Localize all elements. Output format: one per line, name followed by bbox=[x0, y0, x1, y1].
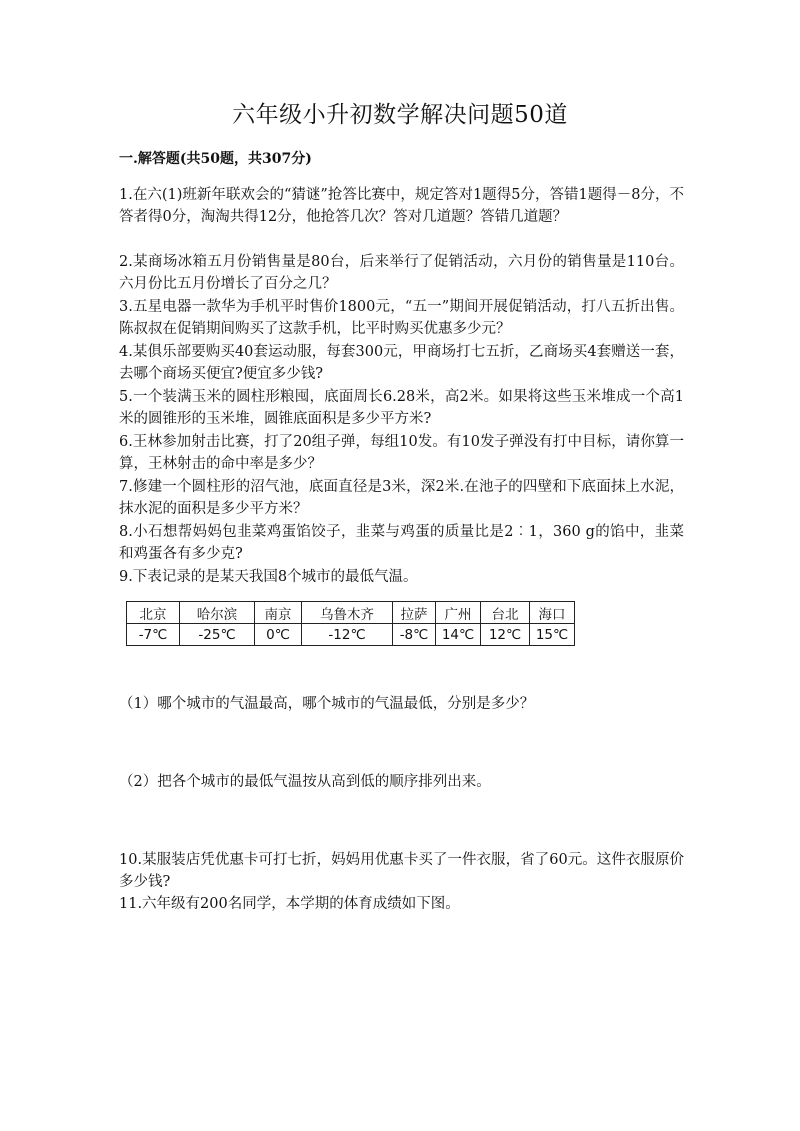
table-cell-city: 拉萨 bbox=[393, 602, 436, 624]
table-cell-city: 哈尔滨 bbox=[180, 602, 255, 624]
question-10: 10.某服装店凭优惠卡可打七折，妈妈用优惠卡买了一件衣服，省了60元。这件衣服原价多少钱? bbox=[119, 852, 684, 891]
page-title: 六年级小升初数学解决问题50道 bbox=[232, 102, 568, 128]
question-5: 5.一个装满玉米的圆柱形粮囤，底面周长6.28米，高2米。如果将这些玉米堆成一个高1米的圆锥形的玉米堆，圆锥底面积是多少平方米? bbox=[119, 389, 684, 428]
question-3: 3.五星电器一款华为手机平时售价1800元，“五一”期间开展促销活动，打八五折出售。陈叔叔在促销期间购买了这款手机，比平时购买优惠多少元？ bbox=[119, 299, 684, 338]
table-cell-temperature: -25℃ bbox=[180, 624, 255, 646]
question-4: 4.某俱乐部要购买40套运动服，每套300元，甲商场打七五折，乙商场买4套赠送一套，去哪个商场买便宜?便宜多少钱? bbox=[119, 344, 684, 383]
question-1: 1.在六(1)班新年联欢会的“猜谜”抢答比赛中，规定答对1题得5分，答错1题得－8分，不答者得0分，淘淘共得12分，他抢答几次？答对几道题？答错几道题？ bbox=[119, 187, 684, 226]
table-cell-city: 乌鲁木齐 bbox=[302, 602, 393, 624]
table-cell-temperature: -12℃ bbox=[302, 624, 393, 646]
table-cell-city: 北京 bbox=[127, 602, 180, 624]
question-9: 9.下表记录的是某天我国8个城市的最低气温。 bbox=[119, 569, 418, 585]
table-cell-city: 广州 bbox=[436, 602, 481, 624]
table-cell-temperature: -7℃ bbox=[127, 624, 180, 646]
table-cell-temperature: 0℃ bbox=[255, 624, 302, 646]
temperature-table bbox=[126, 601, 575, 646]
table-cell-temperature: 12℃ bbox=[481, 624, 530, 646]
question-2: 2.某商场冰箱五月份销售量是80台，后来举行了促销活动，六月份的销售量是110台。六月份比五月份增长了百分之几？ bbox=[119, 254, 684, 293]
sub-question-1: （1）哪个城市的气温最高，哪个城市的气温最低，分别是多少？ bbox=[119, 696, 535, 712]
question-7: 7.修建一个圆柱形的沼气池，底面直径是3米，深2米.在池子的四壁和下底面抹上水泥，抹水泥的面积是多少平方米？ bbox=[119, 479, 684, 518]
table-cell-city: 海口 bbox=[530, 602, 575, 624]
table-cell-temperature: -8℃ bbox=[393, 624, 436, 646]
question-8: 8.小石想帮妈妈包韭菜鸡蛋馅饺子，韭菜与鸡蛋的质量比是2︰1，360 g的馅中，韭菜和鸡蛋各有多少克? bbox=[119, 524, 684, 563]
question-11: 11.六年级有200名同学，本学期的体育成绩如下图。 bbox=[119, 896, 460, 912]
question-6: 6.王林参加射击比赛，打了20组子弹，每组10发。有10发子弹没有打中目标，请你算一算，王林射击的命中率是多少？ bbox=[119, 434, 684, 473]
sub-question-2: （2）把各个城市的最低气温按从高到低的顺序排列出来。 bbox=[119, 774, 491, 790]
table-cell-city: 台北 bbox=[481, 602, 530, 624]
table-cell-city: 南京 bbox=[255, 602, 302, 624]
table-row-cities bbox=[127, 602, 575, 624]
table-cell-temperature: 14℃ bbox=[436, 624, 481, 646]
table-cell-temperature: 15℃ bbox=[530, 624, 575, 646]
section-heading: 一.解答题(共50题，共307分) bbox=[119, 151, 312, 167]
table-row-temperatures bbox=[127, 624, 575, 646]
